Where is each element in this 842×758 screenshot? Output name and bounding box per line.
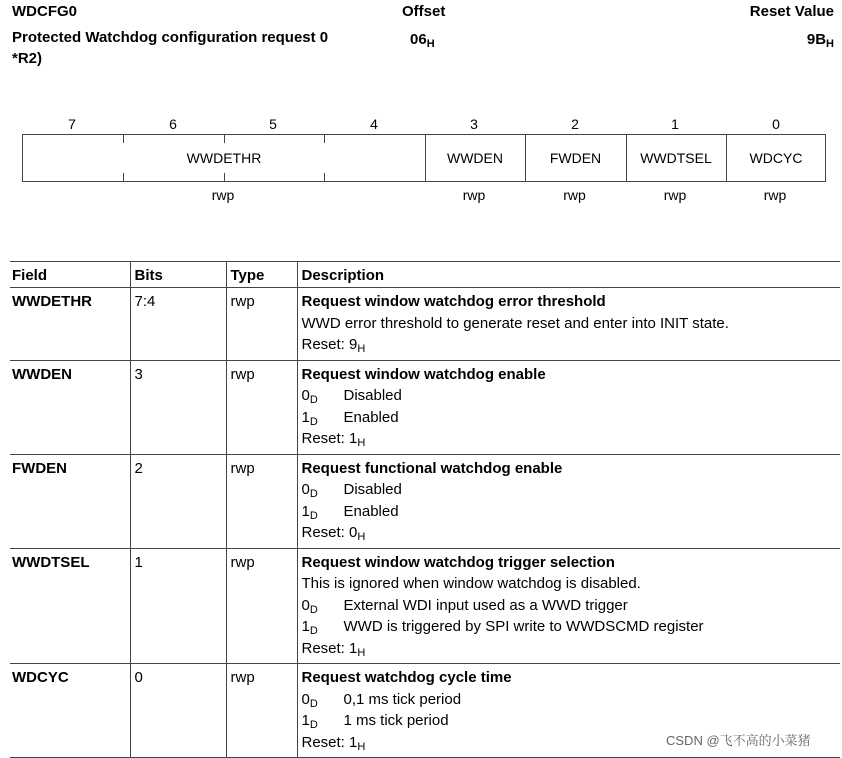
diagram-field-wdcyc: WDCYC — [749, 150, 803, 166]
description-title: Request window watchdog trigger selection — [301, 553, 615, 571]
field-description — [297, 454, 840, 548]
register-title: Protected Watchdog configuration request 0 — [12, 29, 329, 46]
value-line: $0_D$ Disabled — [301, 387, 402, 406]
field-description — [297, 288, 840, 361]
value-line: $0_D$ 0,1 ms tick period — [301, 690, 462, 710]
access-wwdethr: rwp — [211, 187, 235, 203]
bit-number-1: 1 — [671, 116, 679, 132]
description-title: Request functional watchdog enable — [301, 459, 563, 477]
field-bits: 0 — [130, 664, 226, 758]
description-title: Request watchdog cycle time — [301, 669, 512, 686]
field-type: rwp — [226, 664, 297, 758]
table-row — [10, 454, 840, 548]
value-line: $0_D$ Disabled — [301, 481, 402, 500]
field-name: WWDETHR — [10, 288, 130, 361]
bit-number-5: 5 — [269, 116, 277, 132]
header-field: Field — [10, 262, 130, 288]
field-type: rwp — [226, 288, 297, 361]
bit-number-6: 6 — [169, 116, 177, 132]
bit-number-2: 2 — [571, 116, 579, 132]
table-row — [10, 360, 840, 454]
access-fwden: rwp — [563, 187, 586, 203]
table-header-row — [10, 262, 840, 288]
reset-line: Reset: $1_H$ — [301, 733, 366, 753]
description-title: Request window watchdog error threshold — [301, 293, 606, 310]
description-text: This is ignored when window watchdog is disabled. — [301, 575, 641, 592]
value-line: $1_D$ 1 ms tick period — [301, 712, 449, 731]
access-wwden: rwp — [462, 187, 486, 203]
field-type: rwp — [226, 360, 297, 454]
value-line: $0_D$ External WDI input used as a WWD trigger — [301, 596, 628, 616]
field-type: rwp — [226, 548, 297, 664]
header-bits: Bits — [130, 262, 226, 288]
field-bits: 7:4 — [130, 288, 226, 361]
value-line: $1_D$ Enabled — [301, 502, 399, 522]
field-bits: 1 — [130, 548, 226, 664]
bit-number-7: 7 — [68, 116, 76, 132]
field-name: WDCYC — [10, 664, 130, 758]
bit-number-0: 0 — [772, 116, 780, 132]
register-name: WDCFG0 — [12, 3, 77, 20]
bit-number-3: 3 — [470, 116, 478, 132]
table-row — [10, 548, 840, 664]
diagram-field-fwden: FWDEN — [549, 150, 602, 166]
diagram-field-wwdethr: WWDETHR — [186, 150, 262, 166]
field-type: rwp — [226, 454, 297, 548]
offset-label: Offset — [402, 3, 446, 20]
field-description — [297, 548, 840, 664]
field-bits: 2 — [130, 454, 226, 548]
header-type: Type — [226, 262, 297, 288]
reset-line: Reset: $0_H$ — [301, 524, 366, 543]
offset-value: $06_H$ — [410, 31, 435, 50]
description-title: Request window watchdog enable — [301, 365, 546, 383]
table-row — [10, 288, 840, 361]
access-wdcyc: rwp — [763, 187, 787, 203]
access-wwdtsel: rwp — [663, 187, 687, 203]
description-text: WWD error threshold to generate reset and enter into INIT state. — [301, 314, 729, 332]
header-description: Description — [297, 262, 840, 288]
register-bitfield-diagram — [22, 134, 826, 182]
field-name: WWDEN — [10, 360, 130, 454]
field-description-table — [10, 261, 840, 758]
field-bits: 3 — [130, 360, 226, 454]
reset-value: $9B_H$ — [806, 31, 834, 50]
reset-line: Reset: $1_H$ — [301, 639, 366, 659]
value-line: $1_D$ WWD is triggered by SPI write to WWDSCMD register — [301, 618, 704, 637]
reset-line: Reset: $1_H$ — [301, 430, 366, 449]
diagram-field-wwden: WWDEN — [447, 150, 503, 166]
field-description — [297, 360, 840, 454]
reset-value-label: Reset Value — [749, 3, 834, 20]
diagram-field-wwdtsel: WWDTSEL — [640, 150, 712, 166]
field-name: FWDEN — [10, 454, 130, 548]
reset-line: Reset: $9_H$ — [301, 336, 366, 355]
watermark: CSDN @飞不高的小菜猪 — [666, 733, 811, 748]
field-name: WWDTSEL — [10, 548, 130, 664]
register-title-note: *R2) — [12, 50, 43, 67]
value-line: $1_D$ Enabled — [301, 408, 399, 428]
bit-number-4: 4 — [370, 116, 378, 132]
